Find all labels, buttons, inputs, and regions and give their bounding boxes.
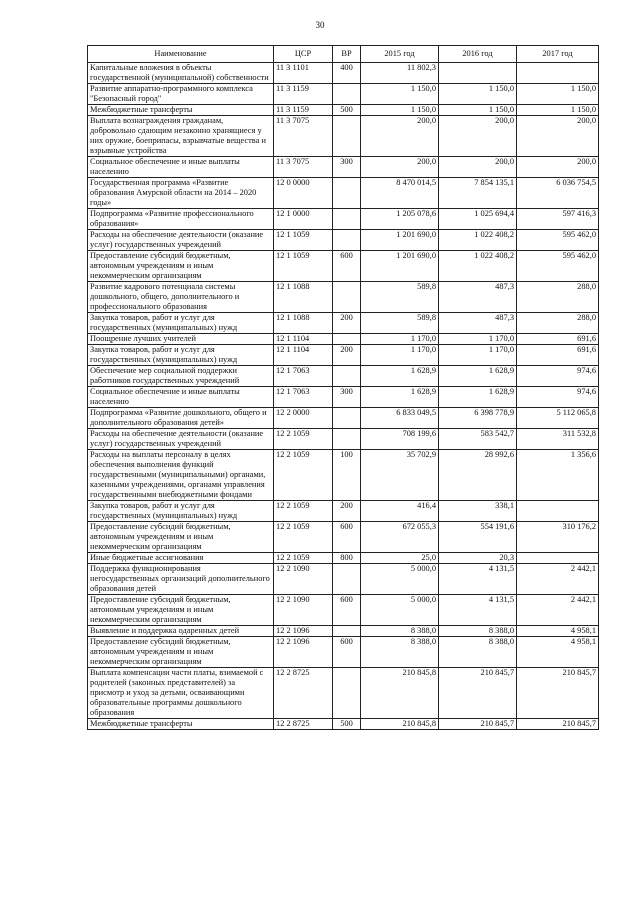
row-2015: 210 845,8 [361, 719, 439, 730]
row-vr: 800 [333, 553, 361, 564]
row-2017: 5 112 065,8 [517, 408, 599, 429]
row-2017: 1 150,0 [517, 105, 599, 116]
row-csr: 12 2 1059 [274, 522, 333, 553]
row-2016: 1 022 408,2 [439, 251, 517, 282]
row-name: Выявление и поддержка одаренных детей [88, 626, 274, 637]
table-row [88, 408, 599, 429]
row-vr: 600 [333, 595, 361, 626]
table-row [88, 63, 599, 84]
row-vr: 600 [333, 522, 361, 553]
row-2015: 1 201 690,0 [361, 251, 439, 282]
row-2017: 4 958,1 [517, 637, 599, 668]
table-row [88, 345, 599, 366]
row-2015: 35 702,9 [361, 450, 439, 501]
row-csr: 12 1 1088 [274, 282, 333, 313]
row-vr: 400 [333, 63, 361, 84]
row-vr: 200 [333, 501, 361, 522]
row-vr [333, 334, 361, 345]
row-2015: 200,0 [361, 157, 439, 178]
row-name: Предоставление субсидий бюджетным, автономным учреждениям и иным некоммерческим организациям [88, 251, 274, 282]
row-2016: 200,0 [439, 157, 517, 178]
row-2016: 487,3 [439, 282, 517, 313]
row-2017: 691,6 [517, 345, 599, 366]
row-2015: 708 199,6 [361, 429, 439, 450]
row-2016: 1 025 694,4 [439, 209, 517, 230]
row-2015: 200,0 [361, 116, 439, 157]
header-vr: ВР [333, 46, 361, 63]
row-vr: 600 [333, 251, 361, 282]
row-name: Закупка товаров, работ и услуг для государственных (муниципальных) нужд [88, 345, 274, 366]
row-2017: 200,0 [517, 157, 599, 178]
row-vr [333, 282, 361, 313]
row-2016: 487,3 [439, 313, 517, 334]
row-csr: 12 1 7063 [274, 387, 333, 408]
row-2015: 5 000,0 [361, 564, 439, 595]
row-name: Социальное обеспечение и иные выплаты населению [88, 157, 274, 178]
row-2016 [439, 63, 517, 84]
row-name: Развитие кадрового потенциала системы дошкольного, общего, дополнительного и профессионального образования [88, 282, 274, 313]
row-2015: 1 205 078,6 [361, 209, 439, 230]
table-row [88, 522, 599, 553]
table-row [88, 157, 599, 178]
row-2016: 210 845,7 [439, 719, 517, 730]
row-2016: 8 388,0 [439, 626, 517, 637]
table-row [88, 429, 599, 450]
row-vr: 300 [333, 387, 361, 408]
row-2017 [517, 501, 599, 522]
table-row [88, 595, 599, 626]
row-name: Расходы на обеспечение деятельности (оказание услуг) государственных учреждений [88, 429, 274, 450]
row-2017: 597 416,3 [517, 209, 599, 230]
row-name: Развитие аппаратно-программного комплекса "Безопасный город" [88, 84, 274, 105]
row-name: Предоставление субсидий бюджетным, автономным учреждениям и иным некоммерческим организациям [88, 637, 274, 668]
row-2016: 1 150,0 [439, 105, 517, 116]
row-vr [333, 209, 361, 230]
row-2016: 6 398 778,9 [439, 408, 517, 429]
row-2016: 1 022 408,2 [439, 230, 517, 251]
row-csr: 12 2 1096 [274, 637, 333, 668]
row-2016: 1 628,9 [439, 387, 517, 408]
row-name: Выплата компенсации части платы, взимаемой с родителей (законных представителей) за присмотр и уход за детьми, осваивающими образовательные программы дошкольного образования [88, 668, 274, 719]
row-name: Предоставление субсидий бюджетным, автономным учреждениям и иным некоммерческим организациям [88, 595, 274, 626]
table-header-row [88, 46, 599, 63]
table-row [88, 230, 599, 251]
row-2017: 974,6 [517, 387, 599, 408]
table-row [88, 450, 599, 501]
table-row [88, 251, 599, 282]
row-csr: 12 1 1104 [274, 345, 333, 366]
table-row [88, 105, 599, 116]
row-2017: 210 845,7 [517, 668, 599, 719]
table-row [88, 387, 599, 408]
row-2017: 288,0 [517, 313, 599, 334]
row-2016: 1 628,9 [439, 366, 517, 387]
row-csr: 12 2 1090 [274, 595, 333, 626]
row-name: Подпрограмма «Развитие профессионального образования» [88, 209, 274, 230]
row-vr [333, 84, 361, 105]
row-name: Расходы на выплаты персоналу в целях обеспечения выполнения функций государственными (муниципальными) органами, казенными учреждениями, органами управления государственными внебюджетными фондами [88, 450, 274, 501]
row-2015: 416,4 [361, 501, 439, 522]
table-row [88, 209, 599, 230]
row-2017: 974,6 [517, 366, 599, 387]
row-name: Межбюджетные трансферты [88, 719, 274, 730]
row-2015: 1 150,0 [361, 105, 439, 116]
row-vr: 500 [333, 719, 361, 730]
row-2015: 25,0 [361, 553, 439, 564]
table-row [88, 564, 599, 595]
row-2016: 1 150,0 [439, 84, 517, 105]
row-2015: 589,8 [361, 282, 439, 313]
row-2015: 1 628,9 [361, 387, 439, 408]
row-2015: 11 802,3 [361, 63, 439, 84]
row-2016: 338,1 [439, 501, 517, 522]
row-2015: 1 628,9 [361, 366, 439, 387]
row-2017 [517, 553, 599, 564]
row-2017: 1 356,6 [517, 450, 599, 501]
row-vr: 200 [333, 313, 361, 334]
row-name: Выплата вознаграждения гражданам, добровольно сдающим незаконно хранящиеся у них оружие, боеприпасы, взрывчатые вещества и взрывные устройства [88, 116, 274, 157]
row-csr: 12 2 8725 [274, 719, 333, 730]
header-2015: 2015 год [361, 46, 439, 63]
row-csr: 11 3 1159 [274, 84, 333, 105]
row-csr: 12 2 1096 [274, 626, 333, 637]
row-2017: 595 462,0 [517, 230, 599, 251]
row-vr: 200 [333, 345, 361, 366]
row-vr [333, 668, 361, 719]
row-name: Расходы на обеспечение деятельности (оказание услуг) государственных учреждений [88, 230, 274, 251]
row-csr: 12 0 0000 [274, 178, 333, 209]
table-row [88, 501, 599, 522]
row-2016: 7 854 135,1 [439, 178, 517, 209]
row-2017: 210 845,7 [517, 719, 599, 730]
row-csr: 11 3 7075 [274, 157, 333, 178]
row-2015: 1 150,0 [361, 84, 439, 105]
row-2017 [517, 63, 599, 84]
row-csr: 12 1 1059 [274, 230, 333, 251]
row-csr: 12 1 7063 [274, 366, 333, 387]
row-csr: 11 3 1159 [274, 105, 333, 116]
row-vr [333, 230, 361, 251]
row-name: Подпрограмма «Развитие дошкольного, общего и дополнительного образования детей» [88, 408, 274, 429]
row-vr [333, 178, 361, 209]
row-2015: 1 170,0 [361, 334, 439, 345]
row-2017: 310 176,2 [517, 522, 599, 553]
row-2017: 2 442,1 [517, 595, 599, 626]
header-2016: 2016 год [439, 46, 517, 63]
row-name: Обеспечение мер социальной поддержки работников государственных учреждений [88, 366, 274, 387]
header-2017: 2017 год [517, 46, 599, 63]
row-name: Поощрение лучших учителей [88, 334, 274, 345]
row-vr [333, 366, 361, 387]
header-csr: ЦСР [274, 46, 333, 63]
row-2016: 1 170,0 [439, 345, 517, 366]
row-vr: 300 [333, 157, 361, 178]
row-csr: 12 2 8725 [274, 668, 333, 719]
row-2016: 8 388,0 [439, 637, 517, 668]
row-2016: 20,3 [439, 553, 517, 564]
table-row [88, 668, 599, 719]
row-csr: 12 1 1059 [274, 251, 333, 282]
header-name: Наименование [88, 46, 274, 63]
row-2015: 8 470 014,5 [361, 178, 439, 209]
row-csr: 12 2 1059 [274, 553, 333, 564]
row-name: Предоставление субсидий бюджетным, автономным учреждениям и иным некоммерческим организациям [88, 522, 274, 553]
row-2016: 1 170,0 [439, 334, 517, 345]
row-vr [333, 116, 361, 157]
row-csr: 12 2 1059 [274, 429, 333, 450]
row-2015: 1 170,0 [361, 345, 439, 366]
row-vr [333, 429, 361, 450]
row-csr: 12 2 1059 [274, 450, 333, 501]
row-2017: 4 958,1 [517, 626, 599, 637]
row-2015: 672 055,3 [361, 522, 439, 553]
row-2016: 554 191,6 [439, 522, 517, 553]
table-body [88, 63, 599, 730]
row-2015: 589,8 [361, 313, 439, 334]
row-2015: 210 845,8 [361, 668, 439, 719]
row-name: Государственная программа «Развитие образования Амурской области на 2014 – 2020 годы» [88, 178, 274, 209]
table-row [88, 553, 599, 564]
row-2015: 5 000,0 [361, 595, 439, 626]
row-2016: 4 131,5 [439, 595, 517, 626]
row-vr: 500 [333, 105, 361, 116]
row-name: Поддержка функционирования негосударственных организаций дополнительного образования детей [88, 564, 274, 595]
row-2016: 583 542,7 [439, 429, 517, 450]
row-2017: 311 532,8 [517, 429, 599, 450]
row-csr: 12 2 1059 [274, 501, 333, 522]
row-name: Межбюджетные трансферты [88, 105, 274, 116]
table-row [88, 334, 599, 345]
row-name: Закупка товаров, работ и услуг для государственных (муниципальных) нужд [88, 501, 274, 522]
row-vr [333, 564, 361, 595]
row-2015: 8 388,0 [361, 637, 439, 668]
table-row [88, 313, 599, 334]
row-2015: 6 833 049,5 [361, 408, 439, 429]
row-vr: 600 [333, 637, 361, 668]
row-2017: 1 150,0 [517, 84, 599, 105]
table-row [88, 366, 599, 387]
row-csr: 12 1 0000 [274, 209, 333, 230]
row-2017: 6 036 754,5 [517, 178, 599, 209]
row-2016: 200,0 [439, 116, 517, 157]
row-csr: 12 1 1088 [274, 313, 333, 334]
row-2017: 2 442,1 [517, 564, 599, 595]
table-row [88, 282, 599, 313]
row-2017: 200,0 [517, 116, 599, 157]
row-2016: 4 131,5 [439, 564, 517, 595]
row-2017: 288,0 [517, 282, 599, 313]
page-number: 30 [315, 20, 325, 30]
row-2017: 595 462,0 [517, 251, 599, 282]
row-csr: 11 3 7075 [274, 116, 333, 157]
row-vr [333, 626, 361, 637]
table-row [88, 719, 599, 730]
table-row [88, 626, 599, 637]
row-csr: 12 1 1104 [274, 334, 333, 345]
row-csr: 11 3 1101 [274, 63, 333, 84]
row-2016: 210 845,7 [439, 668, 517, 719]
row-csr: 12 2 1090 [274, 564, 333, 595]
row-csr: 12 2 0000 [274, 408, 333, 429]
table-row [88, 637, 599, 668]
row-2017: 691,6 [517, 334, 599, 345]
row-2015: 8 388,0 [361, 626, 439, 637]
row-name: Капитальные вложения в объекты государственной (муниципальной) собственности [88, 63, 274, 84]
row-name: Иные бюджетные ассигнования [88, 553, 274, 564]
row-2016: 28 992,6 [439, 450, 517, 501]
table-row [88, 84, 599, 105]
table-row [88, 116, 599, 157]
row-vr: 100 [333, 450, 361, 501]
row-name: Социальное обеспечение и иные выплаты населению [88, 387, 274, 408]
row-2015: 1 201 690,0 [361, 230, 439, 251]
row-name: Закупка товаров, работ и услуг для государственных (муниципальных) нужд [88, 313, 274, 334]
row-vr [333, 408, 361, 429]
table-row [88, 178, 599, 209]
budget-table [87, 45, 599, 730]
